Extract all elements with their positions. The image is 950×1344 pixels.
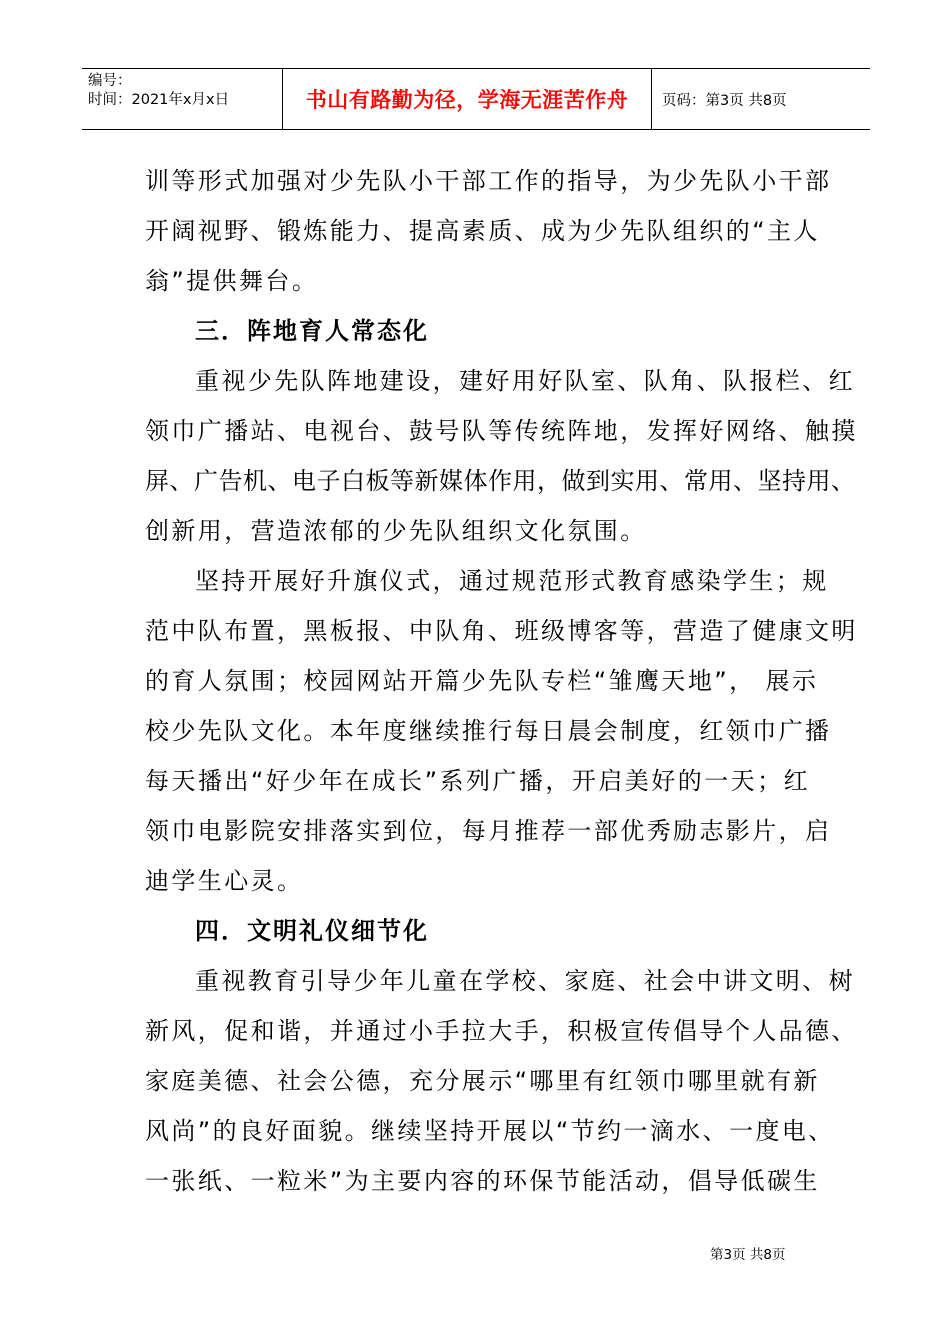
- body-line: 范中队布置，黑板报、中队角、班级博客等，营造了健康文明: [145, 617, 858, 645]
- page-footer: 第3页 共8页: [710, 1247, 786, 1263]
- body-line: 重视少先队阵地建设，建好用好队室、队角、队报栏、红: [195, 367, 855, 395]
- header-motto: 书山有路勤为径，学海无涯苦作舟: [282, 69, 652, 129]
- body-line: 的育人氛围；校园网站开篇少先队专栏“雏鹰天地”， 展示: [145, 667, 819, 695]
- document-number-label: 编号：: [88, 73, 132, 89]
- header-meta: [82, 69, 282, 129]
- body-line: 重视教育引导少年儿童在学校、家庭、社会中讲文明、树: [195, 967, 855, 995]
- body-line: 坚持开展好升旗仪式，通过规范形式教育感染学生；规: [195, 567, 829, 595]
- body-line: 创新用，营造浓郁的少先队组织文化氛围。: [145, 517, 647, 545]
- body-line: 校少先队文化。本年度继续推行每日晨会制度，红领巾广播: [145, 717, 832, 745]
- header-page-info: 页码：第3页 共8页: [662, 92, 787, 109]
- body-line: 每天播出“好少年在成长”系列广播，开启美好的一天；红: [145, 767, 810, 795]
- body-line: 翁”提供舞台。: [145, 267, 319, 295]
- body-line: 家庭美德、社会公德，充分展示“哪里有红领巾哪里就有新: [145, 1067, 820, 1095]
- page-header: [82, 68, 870, 130]
- section-heading: 三．阵地育人常态化: [195, 317, 429, 345]
- body-line: 一张纸、一粒米”为主要内容的环保节能活动，倡导低碳生: [145, 1167, 820, 1195]
- body-line: 领巾电影院安排落实到位，每月推荐一部优秀励志影片，启: [145, 817, 832, 845]
- section-heading: 四．文明礼仪细节化: [195, 917, 429, 945]
- body-line: 新风，促和谐，并通过小手拉大手，积极宣传倡导个人品德、: [145, 1017, 858, 1045]
- body-line: 屏、广告机、电子白板等新媒体作用，做到实用、常用、坚持用、: [145, 467, 856, 495]
- body-line: 迪学生心灵。: [145, 867, 304, 895]
- body-line: 训等形式加强对少先队小干部工作的指导，为少先队小干部: [145, 167, 832, 195]
- body-line: 开阔视野、锻炼能力、提高素质、成为少先队组织的“主人: [145, 217, 820, 245]
- document-time-label: 时间：2021年x月x日: [88, 92, 230, 108]
- document-body: [145, 156, 858, 1206]
- body-line: 领巾广播站、电视台、鼓号队等传统阵地，发挥好网络、触摸: [145, 417, 858, 445]
- body-line: 风尚”的良好面貌。继续坚持开展以“节约一滴水、一度电、: [145, 1117, 835, 1145]
